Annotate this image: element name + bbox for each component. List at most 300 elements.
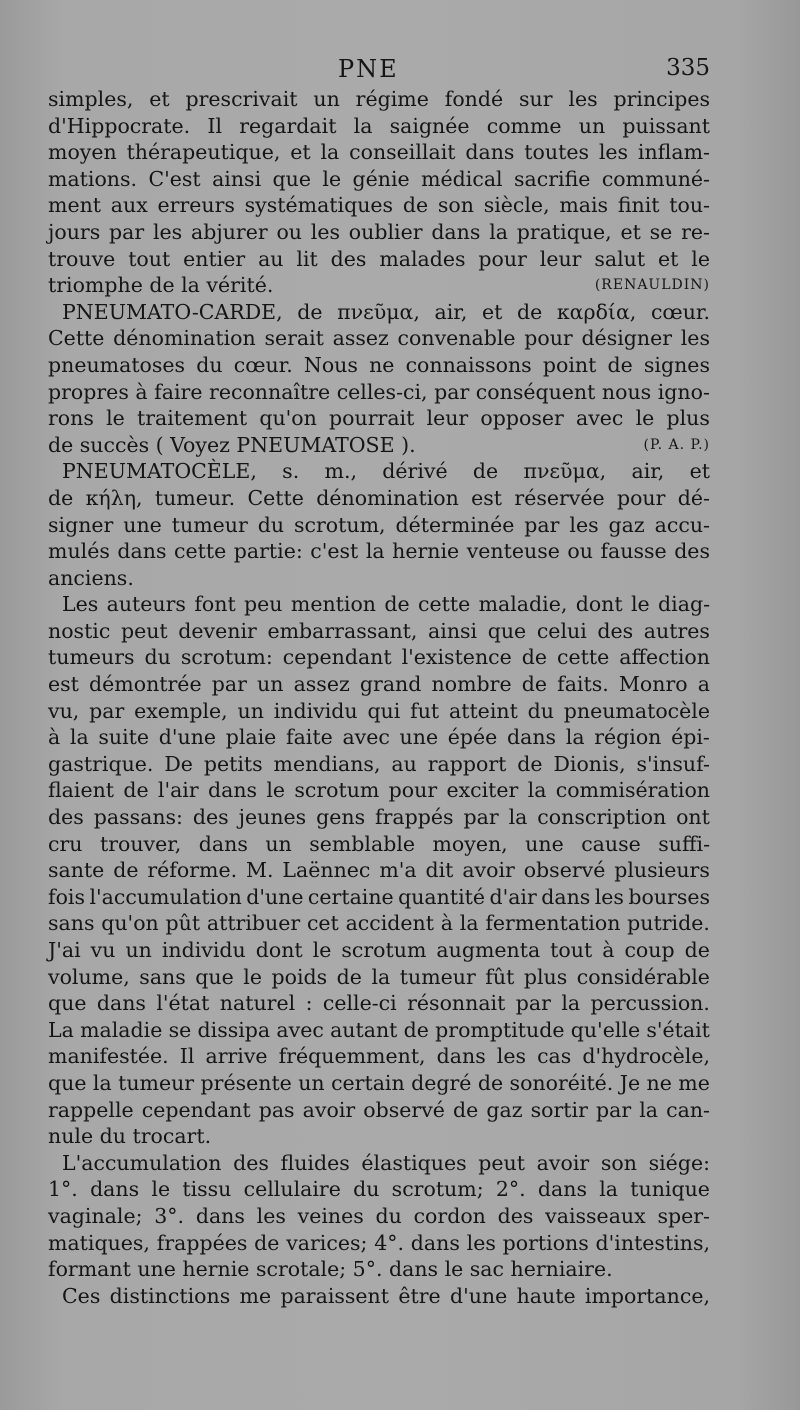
word: le xyxy=(151,1177,171,1202)
word: épi- xyxy=(671,725,710,750)
word: pour xyxy=(478,246,527,271)
word: les xyxy=(152,219,183,244)
word: re- xyxy=(681,219,710,244)
word: un xyxy=(257,672,284,697)
word: vu xyxy=(90,938,116,962)
word: manifestée. xyxy=(48,1044,169,1069)
word: le xyxy=(635,406,655,431)
word: médical xyxy=(421,166,503,191)
word: puissant xyxy=(622,113,710,138)
word: La xyxy=(48,1017,74,1042)
word: la xyxy=(353,113,373,138)
text-line xyxy=(48,910,710,937)
word: tout xyxy=(550,938,593,962)
word: pourrait xyxy=(329,406,415,431)
word: de xyxy=(403,1017,429,1042)
word: cas xyxy=(537,1044,572,1069)
word: semblable xyxy=(309,831,416,856)
word: Laënnec xyxy=(282,858,371,883)
word: conscription xyxy=(537,805,667,830)
word: dans xyxy=(96,991,146,1016)
word: me xyxy=(239,1283,272,1308)
word: des xyxy=(597,618,634,643)
text-line xyxy=(48,458,710,485)
word: d'air xyxy=(489,884,537,909)
word: petits xyxy=(203,751,263,776)
word: la xyxy=(69,725,89,750)
word: lit xyxy=(296,246,318,271)
text-line xyxy=(48,113,710,140)
word: tumeur xyxy=(399,964,476,989)
text-line xyxy=(48,1203,710,1230)
word: fluides xyxy=(280,1150,350,1175)
word: celui xyxy=(536,618,587,643)
word: faits. xyxy=(557,672,609,697)
word: καρδία, xyxy=(556,299,637,324)
word: un xyxy=(237,698,264,723)
word: convenable xyxy=(397,326,516,351)
word: l'accumulation xyxy=(89,884,242,909)
word: que xyxy=(487,618,527,643)
word: tumeur xyxy=(118,1070,195,1095)
word: vaisseaux xyxy=(545,1203,646,1228)
word: scrotum, xyxy=(293,512,386,537)
word: et xyxy=(481,299,503,324)
word: dissipa xyxy=(197,1017,271,1042)
word: Cette xyxy=(247,485,304,510)
word: scrotum: xyxy=(180,645,273,670)
word: bourses xyxy=(628,884,710,909)
word: est xyxy=(471,485,503,510)
word: un xyxy=(125,938,152,962)
word: et xyxy=(658,246,679,271)
word: cœur. xyxy=(650,299,710,324)
word: comme xyxy=(486,113,562,138)
word: une xyxy=(399,725,439,750)
word: par xyxy=(211,672,247,697)
word: erreurs xyxy=(157,193,235,218)
word: mention xyxy=(290,592,376,617)
word: tunique xyxy=(630,1177,710,1202)
word: celle-ci xyxy=(322,991,397,1016)
word: qu'elle xyxy=(570,1017,641,1042)
word: trouver, xyxy=(99,831,182,856)
word: tumeur. xyxy=(154,485,236,510)
word: de xyxy=(516,299,543,324)
word: rappelle xyxy=(48,1097,134,1122)
word: putride. xyxy=(627,911,710,936)
word: la xyxy=(459,911,479,936)
word: dans xyxy=(541,884,591,909)
word: tumeur xyxy=(171,512,248,537)
word: cependant xyxy=(282,645,392,670)
word: pour xyxy=(616,485,666,510)
word: autant xyxy=(330,1017,398,1042)
word: jours xyxy=(48,219,101,244)
word: à xyxy=(135,379,148,404)
word: tou- xyxy=(669,193,710,218)
word: peut xyxy=(120,618,168,643)
word: cependant xyxy=(141,1097,251,1122)
word: avoir xyxy=(302,1097,356,1122)
word: le xyxy=(106,406,125,431)
word: attribuer xyxy=(206,911,301,936)
word: gens xyxy=(316,805,366,830)
word: pour xyxy=(388,778,438,803)
word: mendians, xyxy=(273,751,381,776)
word: 4°. xyxy=(374,1230,404,1255)
word: par xyxy=(89,698,125,723)
word: de xyxy=(477,1070,504,1095)
word: une xyxy=(525,831,564,856)
word: de xyxy=(113,858,139,883)
text-line xyxy=(48,1097,710,1124)
word: de xyxy=(336,964,362,989)
word: Monro xyxy=(618,672,688,697)
word: finit xyxy=(617,193,660,218)
word: s'était xyxy=(646,1017,710,1042)
word: portions xyxy=(502,1230,589,1255)
word: à xyxy=(440,911,453,936)
word: saignée xyxy=(389,113,470,138)
body-text xyxy=(48,86,710,1309)
word: de succès ( Voyez PNEUMATOSE ). xyxy=(48,432,416,457)
word: pneumatoses xyxy=(48,352,186,377)
text-line xyxy=(48,1017,710,1044)
word: systématiques xyxy=(244,193,394,218)
word: entier xyxy=(183,246,246,271)
word: frappés xyxy=(375,805,454,830)
word: celles-ci, xyxy=(336,379,428,404)
word: leur xyxy=(426,406,469,431)
word: que xyxy=(48,991,87,1016)
word: nombre xyxy=(431,672,512,697)
word: du xyxy=(527,698,554,723)
word: volume, xyxy=(48,964,130,989)
word: cœur. xyxy=(233,352,293,377)
word: PNEUMATO-CARDE, xyxy=(62,299,283,324)
author-signature: (P. A. P.) xyxy=(643,436,710,453)
word: Il xyxy=(207,113,223,138)
word: J'ai xyxy=(48,938,81,962)
word: le xyxy=(312,938,332,962)
word: maladie, xyxy=(478,592,568,617)
text-line xyxy=(48,139,710,166)
word: certain xyxy=(331,1070,405,1095)
word: signer xyxy=(48,512,114,537)
word: d'Hippocrate. xyxy=(48,113,191,138)
word: fréquemment, xyxy=(278,1044,426,1069)
word: anciens. xyxy=(48,565,134,590)
word: mulés xyxy=(48,539,110,564)
word: des xyxy=(48,805,84,830)
word: épée xyxy=(447,725,498,750)
word: observé xyxy=(523,858,606,883)
word: sper- xyxy=(657,1203,710,1228)
word: sonoréité. xyxy=(509,1070,614,1095)
word: signes xyxy=(643,352,710,377)
text-line xyxy=(48,379,710,406)
word: scrotum xyxy=(294,778,380,803)
word: Cette xyxy=(48,326,105,351)
author-signature: (RENAULDIN) xyxy=(594,277,710,294)
word: toutes xyxy=(524,140,589,165)
word: 1°. xyxy=(48,1177,78,1202)
word: πνεῦμα, xyxy=(523,459,607,484)
word: régime xyxy=(355,87,429,111)
word: avoir xyxy=(536,1150,590,1175)
word: cette xyxy=(417,592,471,617)
word: principes xyxy=(613,87,710,111)
text-line xyxy=(48,512,710,539)
word: le xyxy=(691,246,710,271)
word: peu xyxy=(244,592,283,617)
word: triomphe de la vérité. xyxy=(48,273,274,298)
word: désigner xyxy=(581,326,673,351)
word: la xyxy=(561,991,581,1016)
word: augmenta xyxy=(436,938,541,962)
text-line xyxy=(48,299,710,326)
text-line xyxy=(48,698,710,725)
word: dérivé xyxy=(382,459,448,484)
word: tumeurs xyxy=(48,645,135,670)
word: M. xyxy=(246,858,274,883)
word: importance, xyxy=(584,1283,710,1308)
word: avec xyxy=(576,406,624,431)
word: siége: xyxy=(648,1150,710,1175)
word: pneumatocèle xyxy=(563,698,710,723)
word: venteuse xyxy=(466,539,560,564)
word: 3°. xyxy=(154,1203,185,1228)
word: nule du trocart. xyxy=(48,1124,212,1149)
word: nous xyxy=(601,379,652,404)
word: ainsi xyxy=(428,618,478,643)
word: par xyxy=(515,991,551,1016)
text-line xyxy=(48,538,710,565)
word: m'a xyxy=(379,858,417,883)
word: cette xyxy=(557,645,610,670)
word: des xyxy=(233,1150,269,1175)
text-line xyxy=(48,432,710,459)
page-number: 335 xyxy=(666,55,710,81)
word: par xyxy=(109,219,145,244)
word: pas xyxy=(258,1097,295,1122)
word: De xyxy=(164,751,193,776)
word: déterminée xyxy=(395,512,515,537)
word: du xyxy=(144,645,171,670)
word: siècle, xyxy=(483,193,550,218)
word: hernie xyxy=(392,539,460,564)
word: la xyxy=(371,964,391,989)
word: flaient xyxy=(48,778,115,803)
text-line xyxy=(48,751,710,778)
word: réforme. xyxy=(147,858,238,883)
word: d'une xyxy=(449,1283,508,1308)
word: inflam- xyxy=(637,140,710,165)
word: que xyxy=(48,1070,87,1095)
word: simples, xyxy=(48,87,134,111)
word: dont xyxy=(255,938,303,962)
word: dans xyxy=(117,539,167,564)
word: la xyxy=(599,1177,619,1202)
word: promptitude xyxy=(435,1017,565,1042)
word: les xyxy=(466,1230,496,1255)
word: assez xyxy=(293,672,350,697)
word: formant une hernie scrotale; 5°. dans le sac herniaire. xyxy=(48,1257,613,1282)
word: faire xyxy=(154,379,203,404)
word: la xyxy=(565,725,585,750)
word: opposer xyxy=(480,406,564,431)
word: mations. xyxy=(48,166,138,191)
word: sur xyxy=(519,87,553,111)
word: les xyxy=(568,87,598,111)
word: de xyxy=(297,299,323,324)
word: du xyxy=(375,1203,402,1228)
word: du xyxy=(257,512,285,537)
word: degré xyxy=(411,1070,472,1095)
word: malades xyxy=(379,246,466,271)
word: l'existence xyxy=(401,645,512,670)
word: dans xyxy=(207,778,258,803)
word: région xyxy=(594,725,662,750)
text-line xyxy=(48,1123,710,1150)
word: un xyxy=(578,113,606,138)
text-line xyxy=(48,964,710,991)
word: ont xyxy=(676,805,710,830)
word: conseillait xyxy=(349,140,456,165)
text-line xyxy=(48,219,710,246)
word: Je xyxy=(619,1070,641,1095)
word: les xyxy=(256,1203,286,1228)
text-line xyxy=(48,591,710,618)
text-line xyxy=(48,644,710,671)
word: la xyxy=(92,1070,112,1095)
word: observé xyxy=(363,1097,445,1122)
word: me xyxy=(678,1070,710,1095)
word: de xyxy=(402,193,429,218)
word: de xyxy=(607,352,633,377)
word: de xyxy=(254,1230,280,1255)
word: dans xyxy=(410,1230,460,1255)
word: certaine xyxy=(307,884,394,909)
text-line xyxy=(48,724,710,751)
word: la xyxy=(489,219,508,244)
word: devenir xyxy=(178,618,257,643)
word: qu'on xyxy=(101,911,159,936)
word: assez xyxy=(332,326,389,351)
word: que xyxy=(195,964,234,989)
word: aux xyxy=(110,193,148,218)
word: dans xyxy=(198,831,248,856)
word: maladie xyxy=(80,1017,163,1042)
word: rons xyxy=(48,406,94,431)
word: de xyxy=(453,1097,479,1122)
word: qui xyxy=(367,698,401,723)
word: la xyxy=(365,539,385,564)
text-line xyxy=(48,777,710,804)
word: individu xyxy=(273,698,358,723)
word: scrotum xyxy=(341,938,427,962)
word: plaie xyxy=(225,725,277,750)
word: de xyxy=(684,938,710,962)
text-line xyxy=(48,272,710,299)
word: Il xyxy=(179,1044,195,1069)
word: igno- xyxy=(657,379,710,404)
word: poids xyxy=(271,964,328,989)
text-line xyxy=(48,990,710,1017)
word: mais xyxy=(559,193,609,218)
word: des xyxy=(674,539,710,564)
word: dénomination xyxy=(316,485,459,510)
word: abjurer xyxy=(191,219,268,244)
word: l'air xyxy=(157,778,199,803)
word: tout xyxy=(128,246,171,271)
word: communé- xyxy=(601,166,710,191)
text-line xyxy=(48,884,710,911)
word: ou xyxy=(567,539,593,564)
word: reconnaître xyxy=(209,379,331,404)
page-header xyxy=(48,55,710,89)
word: scrotum; xyxy=(391,1177,484,1202)
word: distinctions xyxy=(109,1283,231,1308)
word: gaz xyxy=(486,1097,523,1122)
word: haute xyxy=(516,1283,576,1308)
word: avoir xyxy=(462,858,515,883)
word: cet xyxy=(306,911,339,936)
word: veines xyxy=(297,1203,364,1228)
word: cette xyxy=(174,539,227,564)
word: les xyxy=(680,326,710,351)
text-line xyxy=(48,1176,710,1203)
word: que xyxy=(272,166,312,191)
text-line xyxy=(48,166,710,193)
word: des xyxy=(192,805,229,830)
word: jeunes xyxy=(238,805,307,830)
word: individu xyxy=(161,938,246,962)
word: avec xyxy=(342,725,390,750)
word: gaz xyxy=(608,512,645,537)
word: accu- xyxy=(654,512,710,537)
word: la xyxy=(508,805,528,830)
word: du xyxy=(196,352,223,377)
word: cordon xyxy=(413,1203,486,1228)
word: embarrassant, xyxy=(267,618,418,643)
word: L'accumulation xyxy=(62,1150,222,1175)
word: un xyxy=(265,831,292,856)
word: dans xyxy=(507,725,557,750)
word: arrive xyxy=(205,1044,268,1069)
text-line xyxy=(48,485,710,512)
word: élastiques xyxy=(361,1150,467,1175)
word: : xyxy=(305,991,313,1016)
text-line xyxy=(48,246,710,273)
word: cause xyxy=(581,831,641,856)
word: dans xyxy=(537,1177,587,1202)
word: dans xyxy=(195,1203,245,1228)
word: être xyxy=(398,1283,441,1308)
word: c'est xyxy=(310,539,359,564)
word: par xyxy=(595,1097,632,1122)
word: le xyxy=(630,592,650,617)
word: sante xyxy=(48,858,105,883)
word: ne xyxy=(369,352,395,377)
text-line xyxy=(48,1070,710,1097)
word: trouve xyxy=(48,246,116,271)
word: serait xyxy=(264,326,324,351)
word: son xyxy=(600,1150,637,1175)
text-line xyxy=(48,804,710,831)
word: et xyxy=(689,459,710,484)
